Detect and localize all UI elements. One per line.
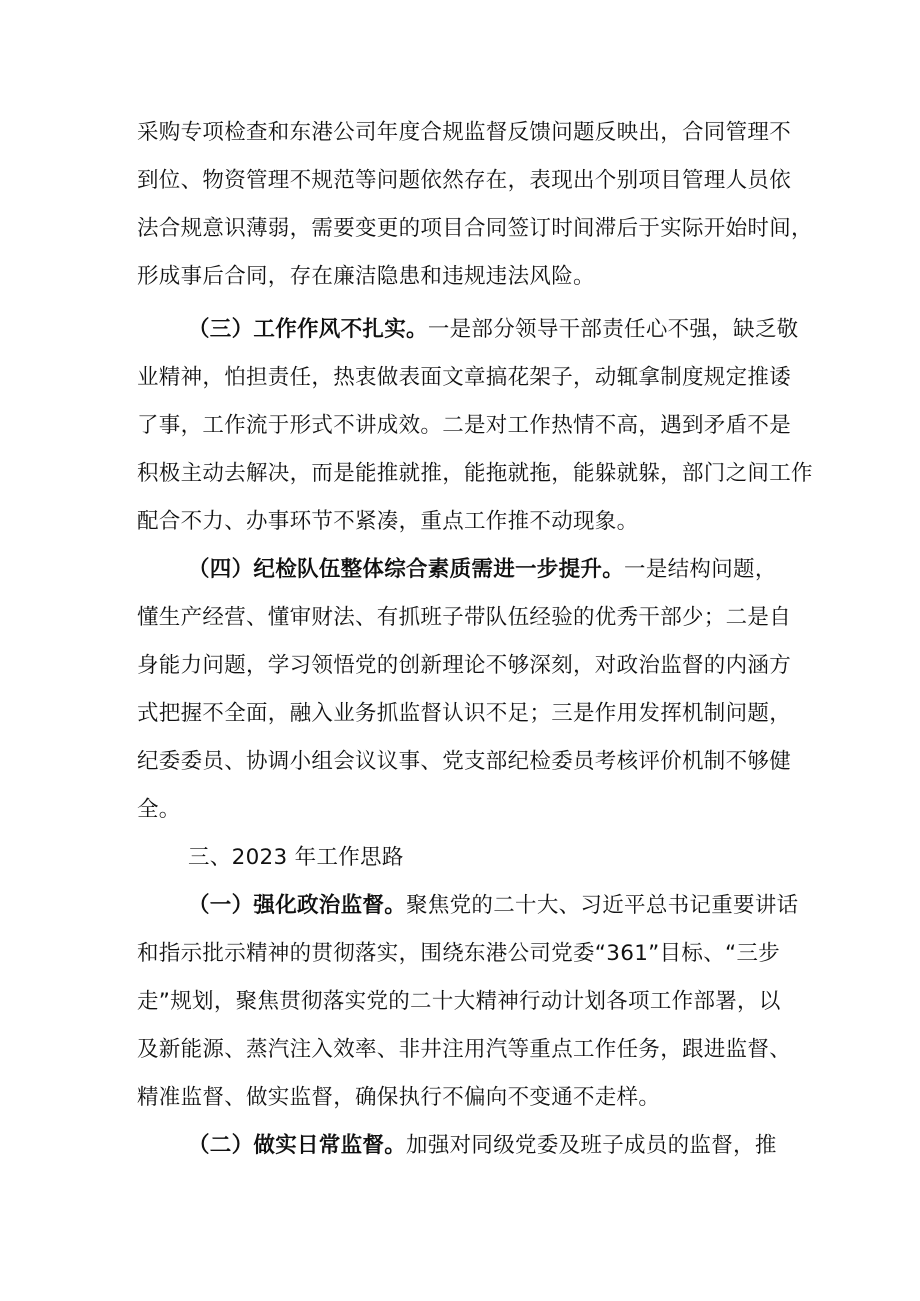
item-2-heading: （二）做实日常监督。 — [188, 1133, 407, 1158]
paragraph-line: 法合规意识薄弱，需要变更的项目合同签订时间滞后于实际开始时间， — [137, 216, 813, 241]
section-4-heading: （四）纪检队伍整体综合素质需进一步提升。 — [188, 557, 625, 582]
section-4-text: 一是结构问题， — [624, 557, 777, 582]
paragraph-line: 式把握不全面，融入业务抓监督认识不足；三是作用发挥机制问题， — [137, 701, 792, 726]
paragraph-line: 业精神，怕担责任，热衷做表面文章搞花架子，动辄拿制度规定推诿 — [137, 365, 792, 390]
paragraph-line: 和指示批示精神的贯彻落实，围绕东港公司党委“361”目标、“三步 — [137, 941, 781, 966]
paragraph-line: 全。 — [137, 797, 181, 822]
section-3-first-line — [188, 315, 848, 345]
paragraph-line: 精准监督、做实监督，确保执行不偏向不变通不走样。 — [137, 1085, 661, 1110]
item-1-first-line — [188, 891, 848, 921]
item-1-heading: （一）强化政治监督。 — [188, 893, 407, 918]
item-2-first-line — [188, 1131, 848, 1161]
section-4-first-line — [188, 555, 848, 585]
part-3-title: 三、2023 年工作思路 — [188, 845, 404, 870]
paragraph-line: 走”规划，聚焦贯彻落实党的二十大精神行动计划各项工作部署，以 — [137, 989, 781, 1014]
paragraph-line: 纪委委员、协调小组会议议事、党支部纪检委员考核评价机制不够健 — [137, 749, 792, 774]
paragraph-line: 了事，工作流于形式不讲成效。二是对工作热情不高，遇到矛盾不是 — [137, 413, 792, 438]
paragraph-line: 懂生产经营、懂审财法、有抓班子带队伍经验的优秀干部少；二是自 — [137, 605, 792, 630]
section-3-heading: （三）工作作风不扎实。 — [188, 317, 428, 342]
paragraph-line: 身能力问题，学习领悟党的创新理论不够深刻，对政治监督的内涵方 — [137, 653, 792, 678]
paragraph-line: 积极主动去解决，而是能推就推，能拖就拖，能躲就躲，部门之间工作 — [137, 461, 813, 486]
paragraph-line: 采购专项检查和东港公司年度合规监督反馈问题反映出，合同管理不 — [137, 120, 792, 145]
paragraph-line: 配合不力、办事环节不紧凑，重点工作推不动现象。 — [137, 509, 639, 534]
item-1-text: 聚焦党的二十大、习近平总书记重要讲话 — [406, 893, 799, 918]
paragraph-line: 到位、物资管理不规范等问题依然存在，表现出个别项目管理人员依 — [137, 168, 792, 193]
paragraph-line: 及新能源、蒸汽注入效率、非井注用汽等重点工作任务，跟进监督、 — [137, 1037, 792, 1062]
item-2-text: 加强对同级党委及班子成员的监督，推 — [406, 1133, 777, 1158]
section-3-text: 一是部分领导干部责任心不强，缺乏敬 — [427, 317, 799, 342]
paragraph-line: 形成事后合同，存在廉洁隐患和违规违法风险。 — [137, 264, 595, 289]
